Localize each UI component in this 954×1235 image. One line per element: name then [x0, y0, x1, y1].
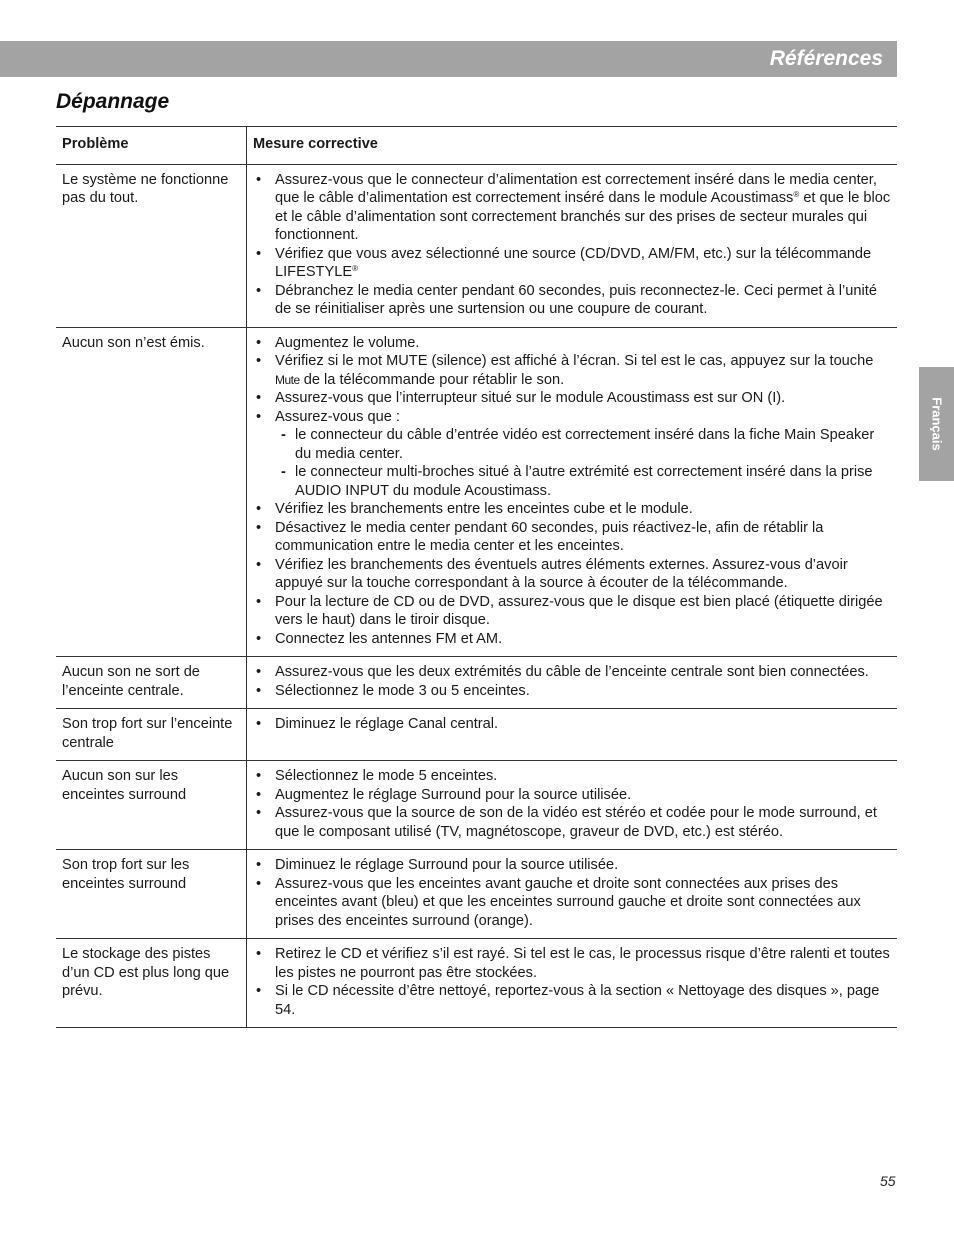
- column-header-problem: Problème: [56, 127, 247, 165]
- list-item: • Assurez-vous que le connecteur d’alimentation est correctement inséré dans le media center, que le câble d’alimentation est correctement inséré dans le module Acoustimass® et que le bloc et le câble d’alimentation sont correctement branchés sur des prises de secteur murales qui fonctionnent.: [253, 171, 891, 245]
- list-item: • Si le CD nécessite d’être nettoyé, reportez-vous à la section « Nettoyage des disques », page 54.: [253, 982, 891, 1019]
- list-item: • Vérifiez les branchements entre les enceintes cube et le module.: [253, 500, 891, 519]
- list-item: • Débranchez le media center pendant 60 secondes, puis reconnectez-le. Ceci permet à l’unité de se réinitialiser après une surtension ou une coupure de courant.: [253, 282, 891, 319]
- measure-list: [253, 715, 891, 734]
- problem-cell: Son trop fort sur les enceintes surround: [56, 850, 247, 939]
- measure-list: [253, 945, 891, 1019]
- problem-cell: Aucun son sur les enceintes surround: [56, 761, 247, 850]
- measure-list: [253, 171, 891, 319]
- list-item: • Assurez-vous que la source de son de la vidéo est stéréo et codée pour le mode surround, et que le composant utilisé (TV, magnétoscope, graveur de DVD, etc.) est stéréo.: [253, 804, 891, 841]
- table-header-row: [56, 127, 897, 165]
- problem-cell: Le système ne fonctionne pas du tout.: [56, 164, 247, 327]
- list-item: • Vérifiez si le mot MUTE (silence) est affiché à l’écran. Si tel est le cas, appuyez sur la touche Mute de la télécommande pour rétablir le son.: [253, 352, 891, 389]
- problem-cell: Le stockage des pistes d’un CD est plus long que prévu.: [56, 939, 247, 1028]
- list-item: • Sélectionnez le mode 3 ou 5 enceintes.: [253, 682, 891, 701]
- table-row: [56, 709, 897, 761]
- column-header-measure: Mesure corrective: [247, 127, 898, 165]
- measure-list: [253, 856, 891, 930]
- list-item: • Diminuez le réglage Canal central.: [253, 715, 891, 734]
- problem-cell: Aucun son n’est émis.: [56, 327, 247, 657]
- sub-list-item: - le connecteur multi-broches situé à l’autre extrémité est correctement inséré dans la prise AUDIO INPUT du module Acoustimass.: [275, 463, 891, 500]
- measure-cell: [247, 939, 898, 1028]
- measure-list: [253, 334, 891, 649]
- measure-cell: [247, 709, 898, 761]
- table-row: [56, 327, 897, 657]
- list-item: • Retirez le CD et vérifiez s’il est rayé. Si tel est le cas, le processus risque d’être ralenti et toutes les pistes ne pourront pas être stockées.: [253, 945, 891, 982]
- list-item: • Assurez-vous que l’interrupteur situé sur le module Acoustimass est sur ON (I).: [253, 389, 891, 408]
- table-row: [56, 939, 897, 1028]
- table-row: [56, 164, 897, 327]
- list-item: • Assurez-vous que : - le connecteur du câble d’entrée vidéo est correctement inséré dans la fiche Main Speaker du media center. - le connecteur multi-broches situé à l’autre extrémité est correctement inséré dans la prise AUDIO INPUT du module Acoustimass.: [253, 408, 891, 501]
- list-item: • Vérifiez les branchements des éventuels autres éléments externes. Assurez-vous d’avoir appuyé sur la touche correspondant à la source à écouter de la télécommande.: [253, 556, 891, 593]
- section-title: Dépannage: [56, 90, 170, 113]
- list-item: • Vérifiez que vous avez sélectionné une source (CD/DVD, AM/FM, etc.) sur la télécommande LIFESTYLE®: [253, 245, 891, 282]
- language-tab-label: Français: [929, 397, 944, 451]
- troubleshooting-table: [56, 126, 897, 1028]
- header-title: Références: [769, 47, 883, 70]
- language-tab: [919, 367, 954, 481]
- table-row: [56, 761, 897, 850]
- table-row: [56, 657, 897, 709]
- measure-list: [253, 663, 891, 700]
- sub-list: [275, 426, 891, 500]
- header-bar: [0, 41, 897, 77]
- list-item: • Connectez les antennes FM et AM.: [253, 630, 891, 649]
- list-item: • Diminuez le réglage Surround pour la source utilisée.: [253, 856, 891, 875]
- list-item: • Augmentez le réglage Surround pour la source utilisée.: [253, 786, 891, 805]
- mute-key-label: Mute: [275, 372, 300, 387]
- list-item: • Assurez-vous que les deux extrémités du câble de l’enceinte centrale sont bien connectées.: [253, 663, 891, 682]
- list-item: • Pour la lecture de CD ou de DVD, assurez-vous que le disque est bien placé (étiquette dirigée vers le haut) dans le tiroir disque.: [253, 593, 891, 630]
- list-item: • Désactivez le media center pendant 60 secondes, puis réactivez-le, afin de rétablir la communication entre le media center et les enceintes.: [253, 519, 891, 556]
- list-item: • Augmentez le volume.: [253, 334, 891, 353]
- problem-cell: Aucun son ne sort de l’enceinte centrale.: [56, 657, 247, 709]
- measure-cell: [247, 164, 898, 327]
- measure-cell: [247, 850, 898, 939]
- measure-cell: [247, 657, 898, 709]
- problem-cell: Son trop fort sur l’enceinte centrale: [56, 709, 247, 761]
- sub-list-item: - le connecteur du câble d’entrée vidéo est correctement inséré dans la fiche Main Speaker du media center.: [275, 426, 891, 463]
- list-item: • Assurez-vous que les enceintes avant gauche et droite sont connectées aux prises des enceintes avant (bleu) et que les enceintes surround gauche et droite sont connectées aux prises des enceintes surround (orange).: [253, 875, 891, 931]
- measure-cell: [247, 327, 898, 657]
- measure-list: [253, 767, 891, 841]
- page-number: 55: [880, 1173, 896, 1189]
- list-item: • Sélectionnez le mode 5 enceintes.: [253, 767, 891, 786]
- measure-cell: [247, 761, 898, 850]
- table-row: [56, 850, 897, 939]
